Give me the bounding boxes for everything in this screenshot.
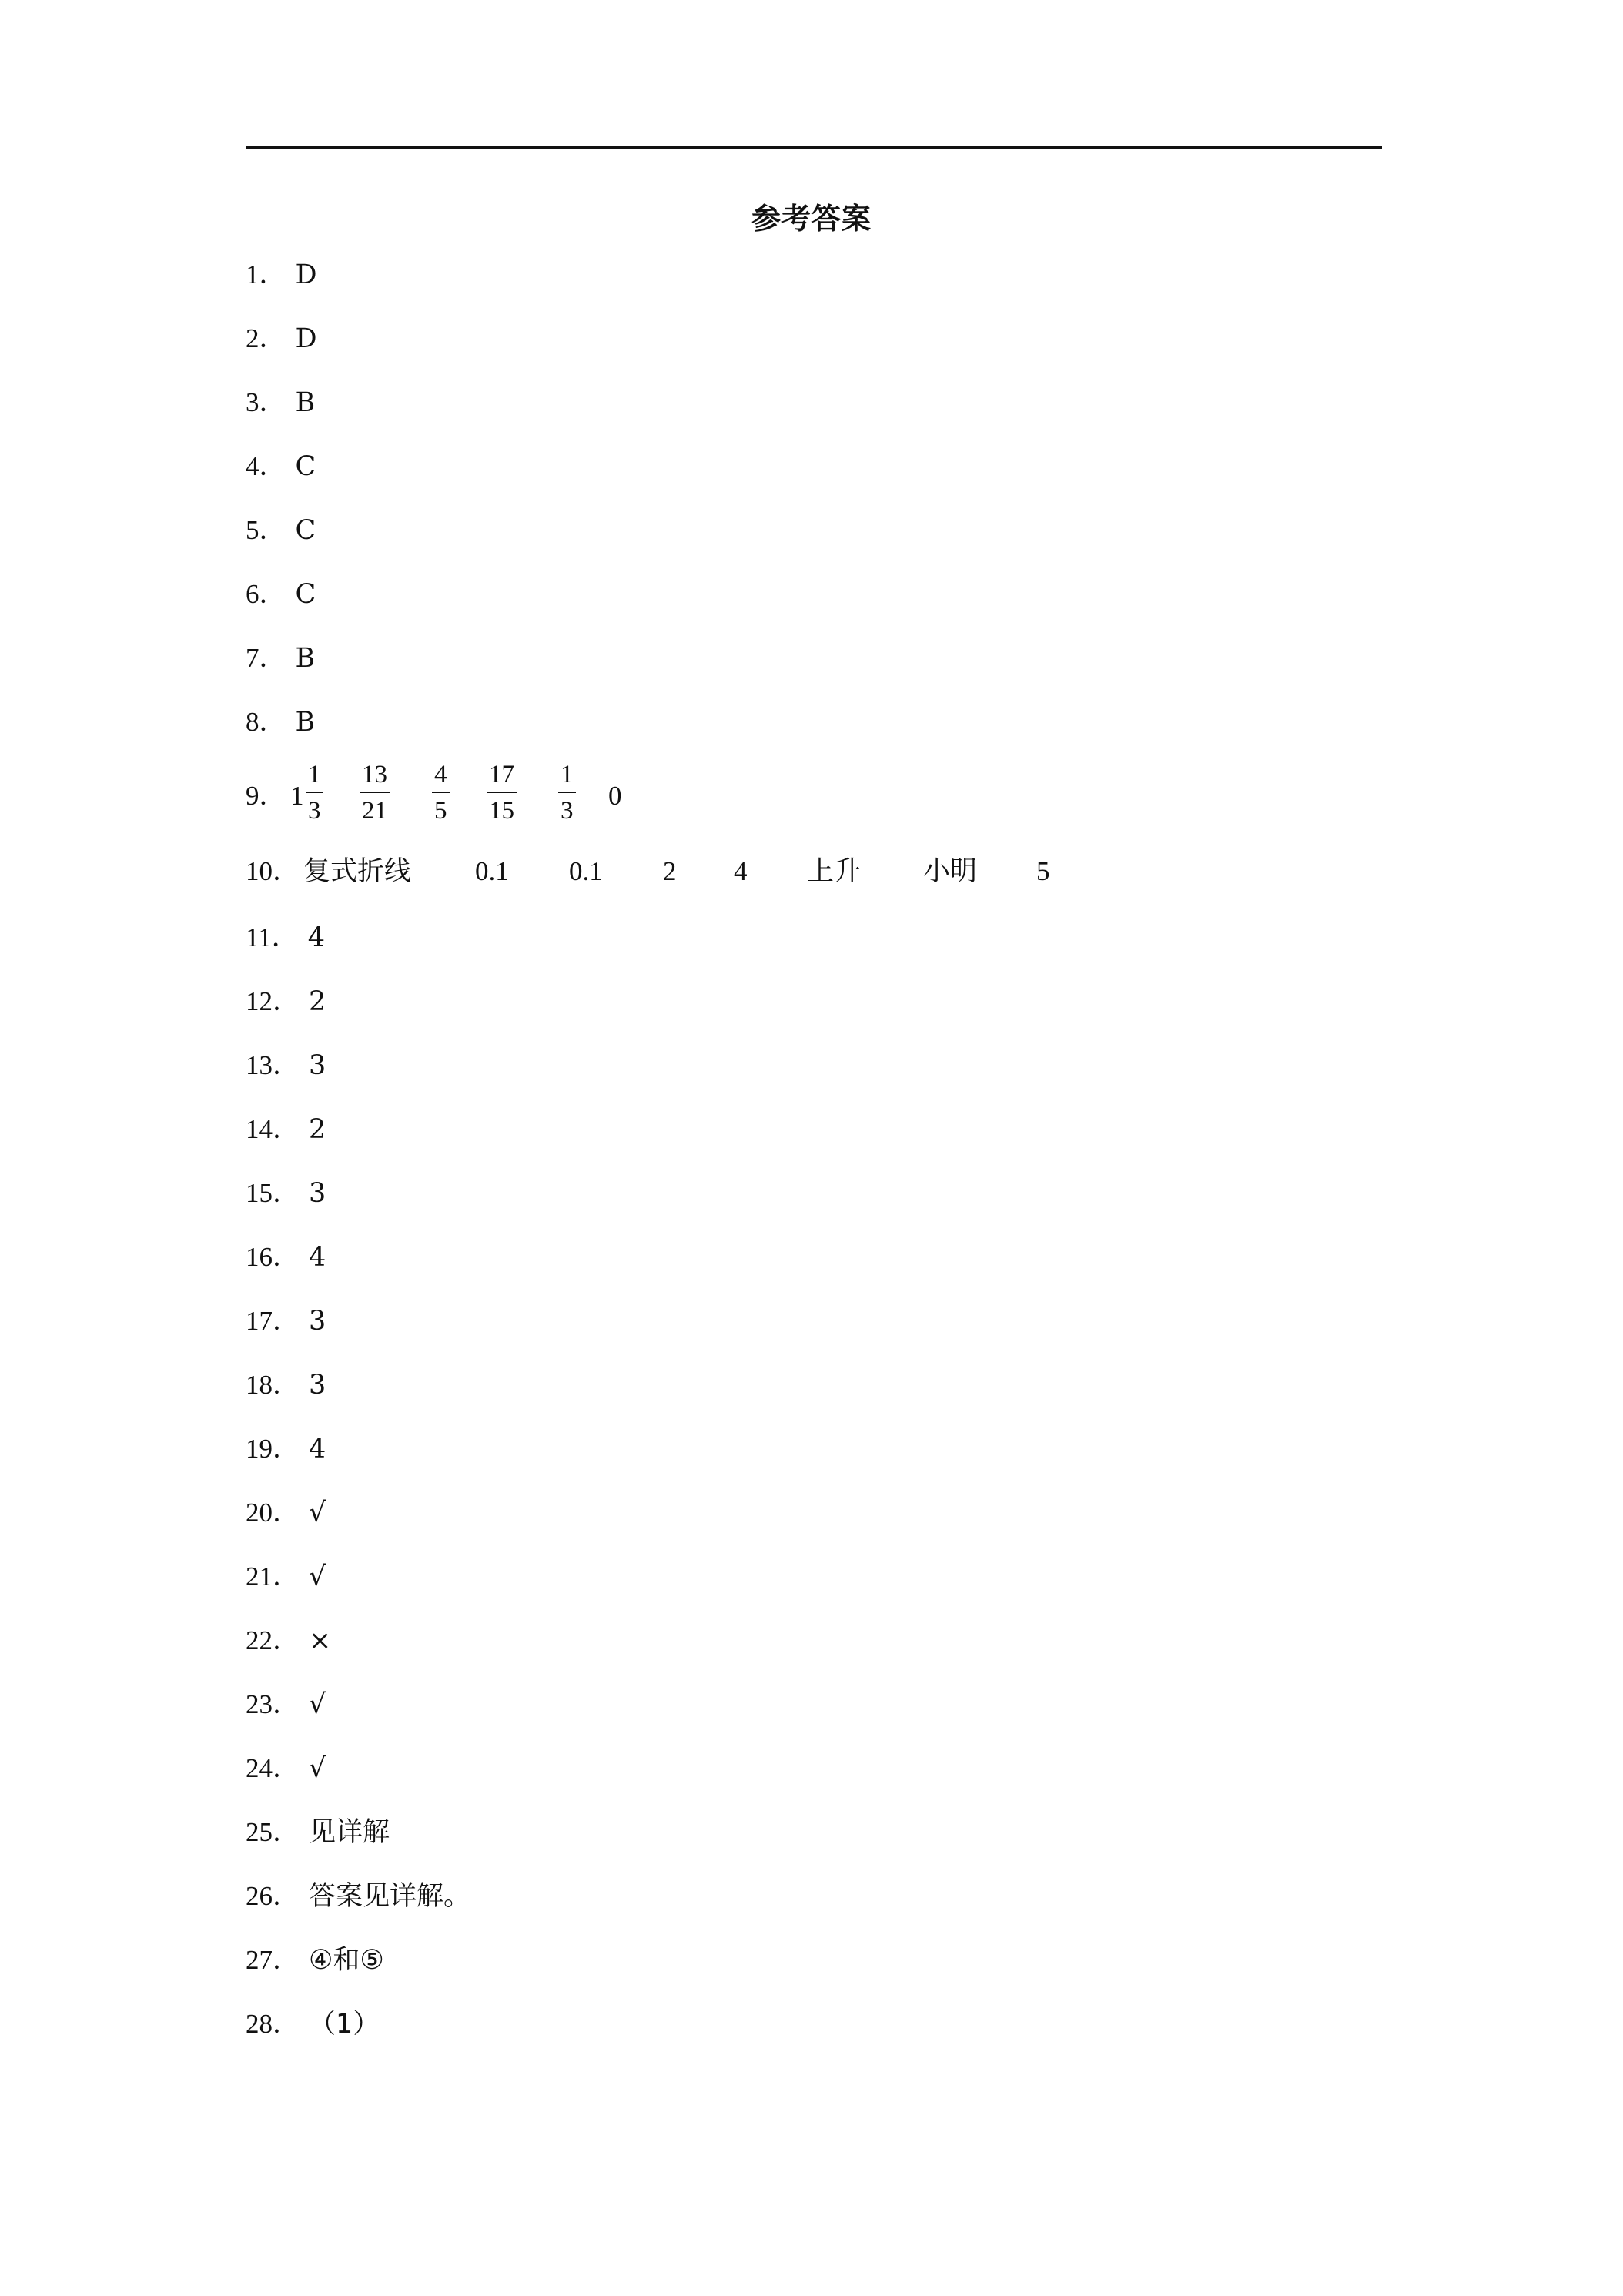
fraction-numerator: 1 [308, 761, 321, 788]
question-number: 15． [246, 1177, 300, 1208]
answer-value: 答案见详解。 [309, 1880, 471, 1912]
page-title: 参考答案 [751, 202, 872, 236]
answer-row [246, 1489, 326, 1532]
question-number: 7． [246, 642, 286, 673]
fraction [360, 758, 390, 828]
fraction-numerator: 13 [362, 761, 387, 788]
answer-row [246, 914, 325, 957]
answer-value: 0 [608, 781, 622, 811]
answer-row [246, 1042, 326, 1085]
answer-token: 0.1 [569, 856, 603, 886]
question-number: 28． [246, 2008, 300, 2039]
question-number: 10． [246, 856, 300, 886]
answer-value: 4 [307, 922, 325, 953]
answer-value: × [309, 1625, 332, 1656]
answer-token: 小明 [923, 856, 978, 887]
fraction-denominator: 21 [362, 797, 387, 825]
answer-value: √ [309, 1689, 326, 1720]
answer-value: B [295, 706, 316, 738]
answer-value: D [295, 323, 317, 354]
answer-token: 上升 [807, 856, 862, 887]
answer-value: 3 [309, 1049, 326, 1081]
answer-row [246, 1873, 470, 1916]
question-number: 1． [246, 259, 286, 290]
answer-row [246, 507, 316, 550]
answer-row [246, 1170, 326, 1213]
question-number: 21． [246, 1561, 300, 1591]
question-number: 2． [246, 323, 286, 353]
answer-row [246, 978, 326, 1021]
answer-row [246, 2000, 380, 2043]
question-number: 19． [246, 1433, 300, 1464]
answer-value: B [295, 642, 316, 674]
question-number: 24． [246, 1752, 300, 1783]
answer-row [246, 1936, 384, 1980]
question-number: 22． [246, 1625, 300, 1655]
answer-token: 5 [1036, 856, 1050, 886]
answer-value: C [295, 578, 316, 610]
answer-row [246, 1745, 326, 1788]
answer-value: 2 [309, 1113, 326, 1145]
answer-value: √ [309, 1561, 326, 1592]
answer-row [246, 634, 315, 678]
answer-value: 4 [309, 1241, 326, 1273]
question-number: 17． [246, 1305, 300, 1336]
question-number: 18． [246, 1369, 300, 1400]
question-number: 3． [246, 387, 286, 417]
fraction-numerator: 17 [489, 761, 514, 788]
answer-row [246, 1361, 326, 1404]
question-number: 4． [246, 450, 286, 481]
answer-value: ④和⑤ [309, 1944, 384, 1976]
fraction-denominator: 3 [308, 797, 321, 825]
answer-value: 见详解 [309, 1816, 390, 1848]
question-number: 9． [246, 781, 286, 811]
answer-row [246, 315, 317, 358]
answer-row [246, 1425, 326, 1468]
answer-row [246, 1681, 326, 1724]
answer-row [246, 1553, 326, 1596]
answer-value: B [295, 387, 316, 418]
question-number: 5． [246, 514, 286, 545]
answer-row [246, 571, 316, 614]
fraction [306, 758, 323, 828]
question-number: 8． [246, 706, 286, 737]
fraction [432, 758, 450, 828]
question-number: 23． [246, 1689, 300, 1719]
answer-value: 3 [309, 1177, 326, 1209]
answer-token: 复式折线 [303, 856, 412, 887]
answer-value: √ [309, 1752, 326, 1784]
answer-token: 4 [734, 856, 748, 886]
answer-value: 3 [309, 1369, 326, 1401]
fraction [487, 758, 517, 828]
question-number: 12． [246, 986, 300, 1016]
answer-row [246, 379, 315, 422]
answer-token: 2 [663, 856, 677, 886]
question-number: 11． [246, 922, 299, 952]
fraction-numerator: 4 [434, 761, 447, 788]
answer-value: 2 [309, 986, 326, 1017]
question-number: 26． [246, 1880, 300, 1911]
answer-value: D [295, 259, 317, 290]
mixed-number-whole: 1 [290, 781, 304, 811]
answer-value: （1） [309, 2008, 380, 2040]
question-number: 14． [246, 1113, 300, 1144]
question-number: 6． [246, 578, 286, 609]
fraction-denominator: 3 [561, 797, 574, 825]
answer-value: C [295, 514, 316, 546]
fraction-denominator: 15 [489, 797, 514, 825]
question-number: 13． [246, 1049, 300, 1080]
answer-value: 3 [309, 1305, 326, 1337]
question-number: 27． [246, 1944, 300, 1975]
answer-value: 4 [309, 1433, 326, 1464]
fraction [558, 758, 576, 828]
answer-row [246, 251, 317, 294]
answer-row [246, 1297, 326, 1340]
answer-value: C [295, 450, 316, 482]
answer-row [246, 443, 316, 486]
answer-row [246, 1809, 390, 1852]
answer-row [246, 1233, 326, 1277]
fraction-numerator: 1 [561, 761, 574, 788]
fraction-denominator: 5 [434, 797, 447, 825]
question-number: 16． [246, 1241, 300, 1272]
answer-row [246, 1617, 331, 1660]
answer-row [246, 1106, 326, 1149]
answer-value: √ [309, 1497, 326, 1528]
answer-token: 0.1 [475, 856, 509, 886]
answer-row [246, 698, 315, 741]
answer-row-multi [246, 850, 1477, 893]
question-number: 20． [246, 1497, 300, 1528]
question-number: 25． [246, 1816, 300, 1847]
